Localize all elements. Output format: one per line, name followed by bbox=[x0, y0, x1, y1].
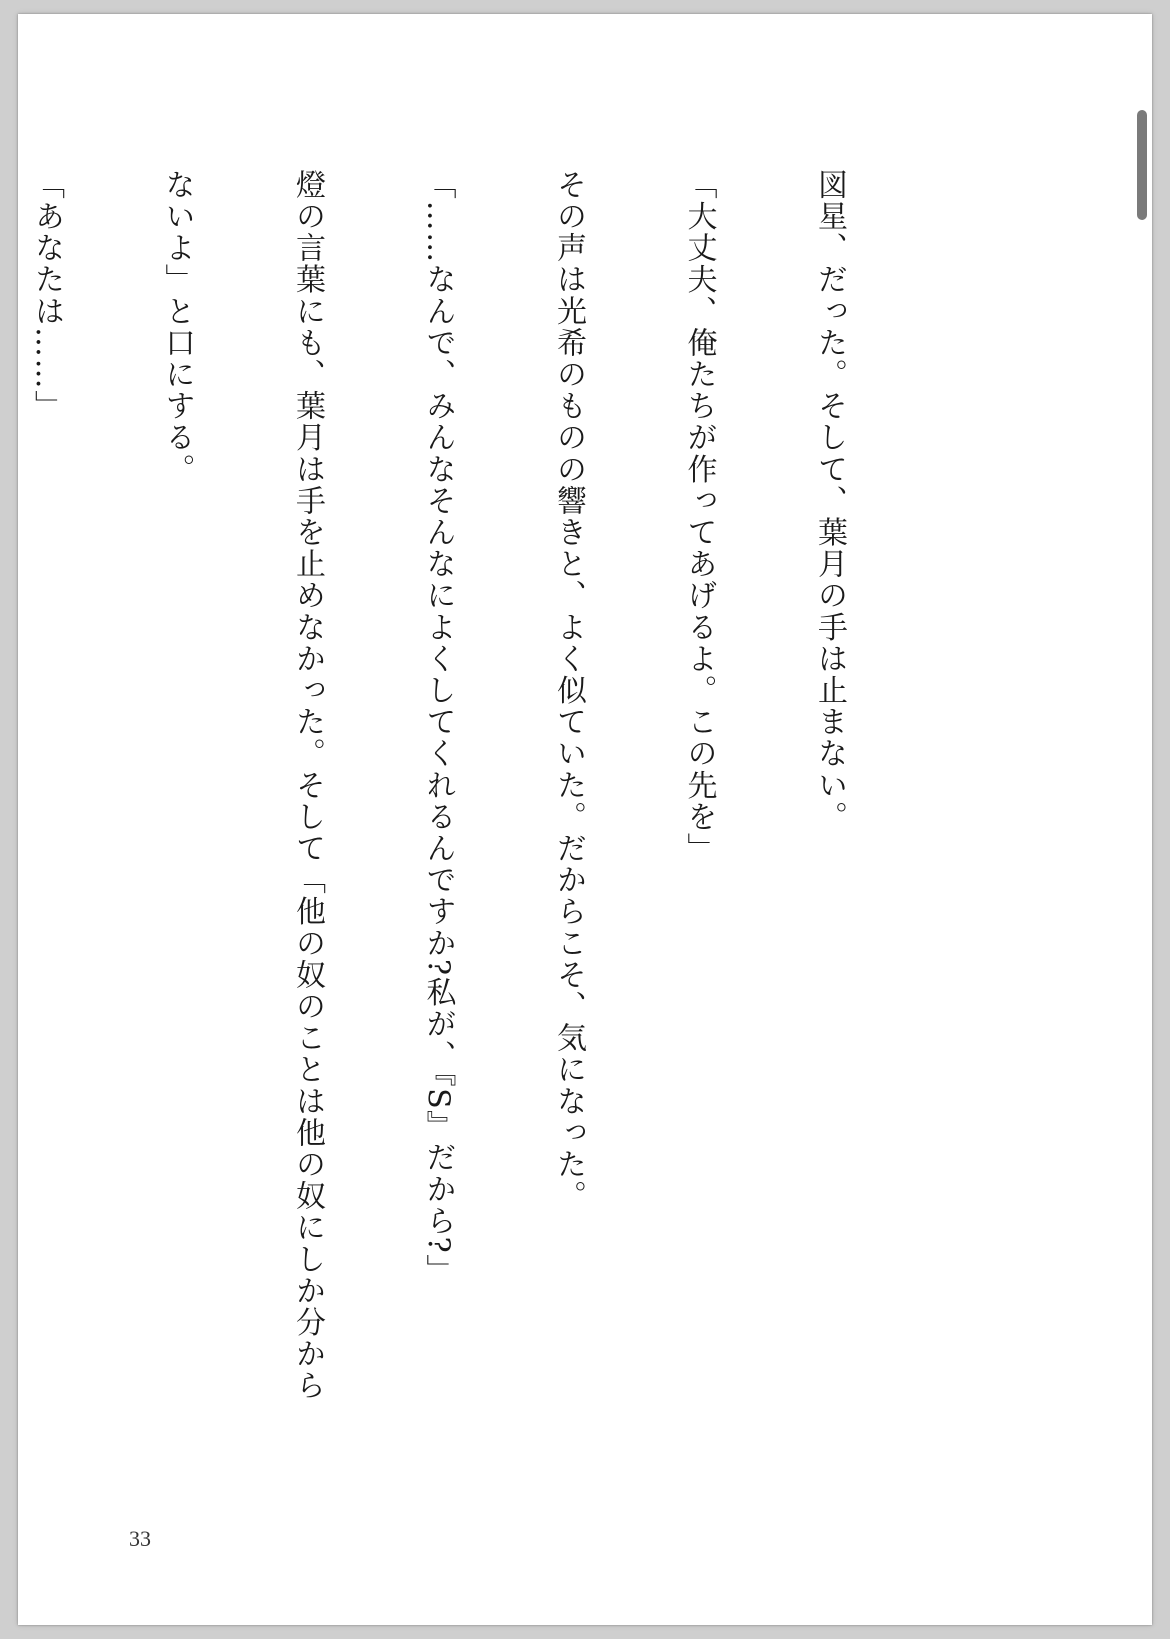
text-line: 図星、だった。そして、葉月の手は止まない。 bbox=[812, 169, 847, 833]
text-line: ないよ」と口にする。 bbox=[159, 169, 195, 485]
book-page bbox=[18, 14, 1152, 1625]
text-line: その声は光希のものの響きと、よく似ていた。だからこそ、気になった。 bbox=[551, 169, 586, 1212]
body-text bbox=[29, 169, 938, 1469]
text-line: 「あなたは……」 bbox=[29, 169, 64, 422]
text-line: 「大丈夫、俺たちが作ってあげるよ。この先を」 bbox=[681, 169, 717, 865]
text-line: 燈の言葉にも、葉月は手を止めなかった。そして「他の奴のことは他の奴にしか分から bbox=[290, 169, 325, 1402]
vertical-scrollbar-thumb[interactable] bbox=[1137, 110, 1147, 220]
page-number: 33 bbox=[129, 1526, 151, 1551]
text-line: 「……なんで、みんなそんなによくしてくれるんですか?私が、『S』だから?」 bbox=[420, 169, 456, 1286]
